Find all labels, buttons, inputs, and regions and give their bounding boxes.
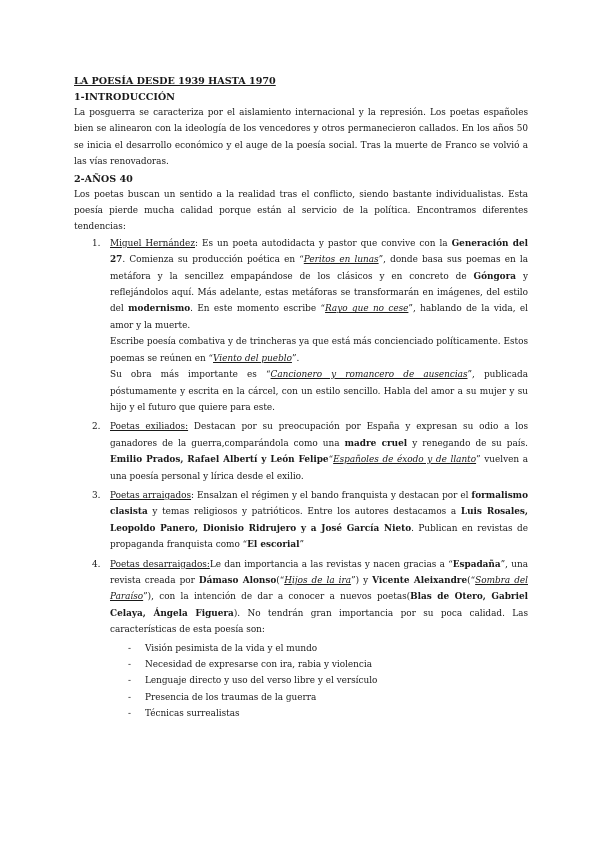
characteristic-text: Lenguaje directo y uso del verso libre y el versículo: [145, 676, 378, 687]
work-title: Españoles de éxodo y de llanto: [333, 455, 477, 466]
text-run: y reflejándolos aquí. Más adelante, estas metáforas se transformarán en imágenes, del estilo del: [110, 271, 528, 315]
characteristic-item: [110, 690, 528, 706]
list-number: 4.: [92, 559, 101, 570]
bold-term: Luis Rosales, Leopoldo Panero, Dionisio Ridrujero y a José García Nieto: [110, 507, 528, 534]
bold-term: Blas de Otero, Gabriel Celaya, Ángela Figuera: [110, 592, 528, 619]
text-run: (“: [467, 575, 476, 586]
poetas-desarraigados-paragraph: [110, 557, 528, 639]
text-run: : Ensalzan el régimen y el bando franquista y destacan por el: [191, 490, 472, 501]
text-run: . Comienza su producción poética en “: [122, 255, 304, 266]
text-run: y temas religiosos y patrióticos. Entre los autores destacamos a: [147, 507, 461, 518]
tendency-label: Miguel Hernández: [110, 238, 195, 249]
work-title: Rayo que no cese: [325, 304, 409, 315]
text-run: ”: [299, 540, 305, 551]
text-run: ”, una revista creada por: [110, 559, 528, 586]
bold-term: Góngora: [473, 271, 517, 282]
bold-term: Dámaso Alonso: [198, 575, 277, 586]
text-run: ”.: [291, 353, 300, 364]
text-run: ”, hablando de la vida, el amor y la muerte.: [110, 304, 528, 331]
bold-term: madre cruel: [344, 438, 408, 449]
tendency-label: Poetas exiliados:: [110, 422, 189, 433]
work-title: Viento del pueblo: [213, 353, 292, 364]
bold-term: Emilio Prados, Rafael Albertí y León Felipe: [110, 455, 329, 466]
introduccion-paragraph: La posguerra se caracteriza por el aislamiento internacional y la represión. Los poetas españoles bien se alinearon con la ideología de los vencedores y otros permanecieron callados. En los años 50 se inicia el desarrollo económico y el auge de la poesía social. Tras la muerte de Franco se volvió a las vías renovadoras.: [74, 108, 528, 168]
text-run: ”), con la intención de dar a conocer a nuevos poetas(: [143, 592, 411, 603]
text-run: . Publican en revistas de propaganda franquista como “: [110, 523, 528, 551]
poetas-exiliados-paragraph: [110, 419, 528, 485]
section-heading-anos-40: 2-AÑOS 40: [74, 173, 133, 185]
text-run: . En este momento escribe “: [190, 304, 326, 315]
section-heading-introduccion: 1-INTRODUCCIÓN: [74, 92, 175, 103]
characteristic-text: Necesidad de expresarse con ira, rabia y violencia: [145, 660, 372, 670]
bold-term: formalismo clasista: [110, 490, 528, 518]
document-title: LA POESÍA DESDE 1939 HASTA 1970: [74, 76, 276, 87]
bold-term: Vicente Aleixandre: [372, 575, 468, 586]
text-run: : Es un poeta autodidacta y pastor que convive con la: [195, 238, 452, 249]
bold-term: modernismo: [128, 304, 191, 315]
text-run: “: [328, 455, 334, 466]
tendency-label: Poetas desarraigados:: [110, 559, 210, 570]
list-number: 1.: [92, 238, 101, 249]
work-title: Sombra del Paraíso: [110, 575, 529, 603]
text-run: ” vuelven a una poesía personal y lírica desde el exilio.: [110, 455, 528, 482]
tendency-item-poetas-desarraigados: [74, 557, 528, 723]
anos-40-intro-paragraph: Los poetas buscan un sentido a la realidad tras el conflicto, siendo bastante individualistas. Esta poesía pierde mucha calidad porque están al servicio de la política. Encontramos diferentes tendencias:: [74, 189, 528, 233]
characteristic-item: [110, 673, 528, 689]
dash-bullet: -: [128, 660, 131, 670]
poetas-arraigados-paragraph: [110, 488, 528, 554]
miguel-hernandez-paragraph-1: [110, 236, 528, 334]
dash-bullet: -: [128, 692, 131, 703]
list-number: 3.: [92, 490, 101, 501]
tendency-item-poetas-exiliados: [74, 419, 528, 485]
bold-term: El escorial: [247, 540, 300, 551]
bold-term: Espadaña: [452, 559, 501, 570]
miguel-hernandez-paragraph-2: [110, 334, 528, 367]
text-run: ”, publicada póstumamente y escrita en la cárcel, con un estilo sencillo. Habla del amor a su mujer y su hijo y el futuro que quiere para este.: [110, 370, 528, 413]
characteristic-item: [110, 641, 528, 657]
tendency-item-miguel-hernandez: [74, 236, 528, 416]
tendency-label: Poetas arraigados: [110, 490, 192, 501]
text-run: ”, donde basa sus poemas en la metáfora y la sencillez empapándose de los clásicos y en concreto de: [110, 255, 528, 282]
tendency-item-poetas-arraigados: [74, 488, 528, 554]
bold-term: Generación del 27: [110, 238, 528, 266]
characteristic-item: [110, 706, 528, 722]
characteristic-text: Visión pesimista de la vida y el mundo: [145, 643, 318, 654]
text-run: Su obra más importante es “: [110, 370, 271, 381]
work-title: Peritos en lunas: [303, 255, 379, 266]
text-run: ). No tendrán gran importancia por su poca calidad. Las características de esta poesía son:: [110, 608, 528, 636]
dash-bullet: -: [128, 676, 131, 687]
text-run: y renegando de su país.: [407, 438, 528, 449]
text-run: Le dan importancia a las revistas y nacen gracias a “: [209, 559, 453, 570]
text-run: Destacan por su preocupación por España y expresan su odio a los ganadores de la guerra,comparándola como una: [110, 422, 528, 449]
work-title: Cancionero y romancero de ausencias: [270, 370, 468, 381]
tendencies-list: [74, 236, 528, 723]
characteristic-item: [110, 657, 528, 673]
text-run: (“: [276, 575, 285, 586]
text-run: ”) y: [351, 575, 373, 586]
dash-bullet: -: [128, 709, 131, 720]
dash-bullet: -: [128, 643, 131, 654]
work-title: Hijos de la ira: [284, 575, 352, 586]
miguel-hernandez-paragraph-3: [110, 367, 528, 416]
document-body: [74, 74, 528, 726]
text-run: Escribe poesía combativa y de trincheras ya que está más concienciado políticamente. Estos poemas se reúnen en “: [110, 337, 528, 364]
list-number: 2.: [92, 422, 101, 433]
characteristic-text: Técnicas surrealistas: [145, 709, 240, 720]
characteristics-list: [110, 641, 528, 723]
characteristic-text: Presencia de los traumas de la guerra: [145, 692, 317, 703]
